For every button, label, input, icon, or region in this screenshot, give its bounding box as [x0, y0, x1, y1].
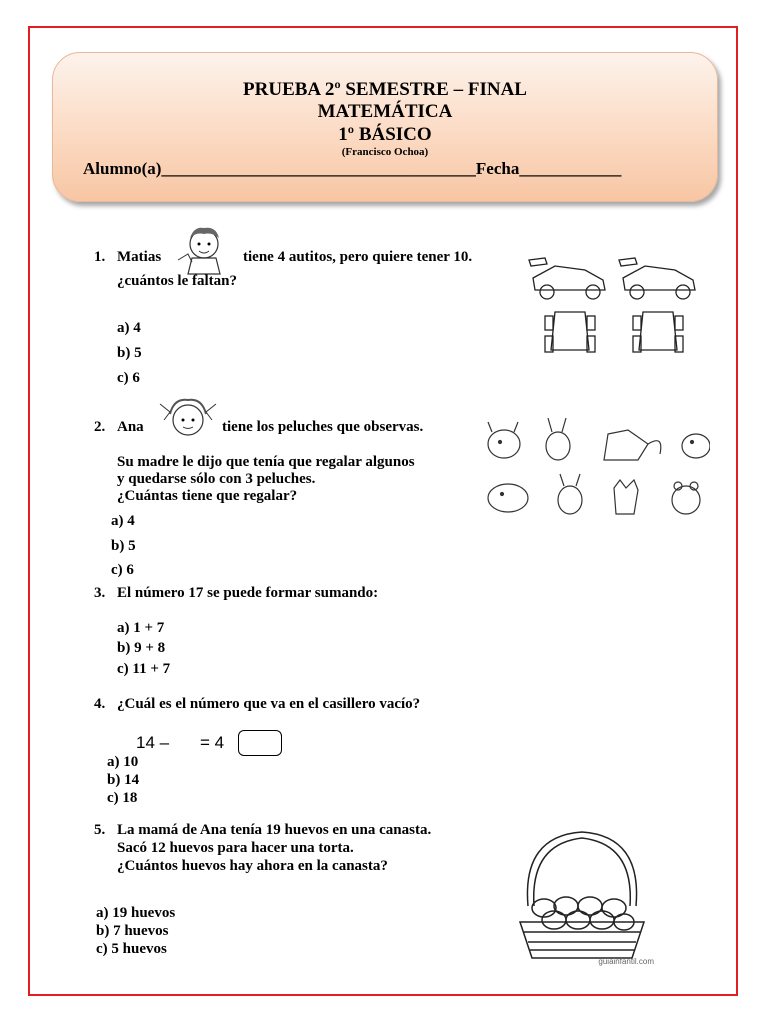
q1-option-b: b) 5	[117, 345, 142, 361]
q5-option-a: a) 19 huevos	[96, 905, 176, 921]
boy-illustration	[174, 224, 232, 276]
q3-number: 3.	[94, 585, 106, 601]
q5-question: ¿Cuántos huevos hay ahora en la canasta?	[117, 858, 388, 874]
q5-line1: La mamá de Ana tenía 19 huevos en una canasta.	[117, 822, 432, 838]
q4-text: ¿Cuál es el número que va en el casillero vacío?	[117, 696, 421, 712]
q4-option-a: a) 10	[107, 754, 139, 770]
q2-text-b: tiene los peluches que observas.	[222, 419, 424, 435]
q4-number: 4.	[94, 696, 106, 712]
q1-text-a: Matias	[117, 249, 162, 265]
q5-option-b: b) 7 huevos	[96, 923, 169, 939]
egg-basket-illustration	[506, 826, 658, 966]
test-header	[52, 52, 718, 202]
toy-cars-illustration	[525, 250, 710, 360]
equation-right: = 4	[200, 733, 225, 752]
q2-text-a: Ana	[117, 419, 144, 435]
author-label: (Francisco Ochoa)	[341, 146, 429, 158]
q4-option-b: b) 14	[107, 772, 140, 788]
q4-option-c: c) 18	[107, 790, 138, 806]
q5-option-c: c) 5 huevos	[96, 941, 167, 957]
q2-line3: y quedarse sólo con 3 peluches.	[117, 471, 316, 487]
subject-title: MATEMÁTICA	[317, 101, 453, 122]
q1-text-b: tiene 4 autitos, pero quiere tener 10.	[243, 249, 473, 265]
q3-text: El número 17 se puede formar sumando:	[117, 585, 379, 601]
q2-number: 2.	[94, 419, 106, 435]
stuffed-animals-illustration	[478, 414, 710, 524]
grade-title: 1º BÁSICO	[338, 124, 432, 145]
q3-option-a: a) 1 + 7	[117, 620, 165, 636]
q3-option-c: c) 11 + 7	[117, 661, 171, 677]
equation-left: 14 –	[136, 733, 170, 752]
q2-option-a: a) 4	[111, 513, 135, 529]
empty-answer-box	[238, 730, 282, 756]
q2-option-b: b) 5	[111, 538, 136, 554]
q1-number: 1.	[94, 249, 106, 265]
test-title: PRUEBA 2º SEMESTRE – FINAL	[243, 79, 527, 100]
girl-illustration	[156, 394, 220, 446]
watermark-text: guiainfantil.com	[598, 957, 654, 966]
q1-question: ¿cuántos le faltan?	[117, 273, 237, 289]
q2-question: ¿Cuántas tiene que regalar?	[117, 488, 298, 504]
student-date-line: Alumno(a)_____________________________________Fecha____________	[83, 159, 622, 178]
q5-number: 5.	[94, 822, 106, 838]
q2-option-c: c) 6	[111, 562, 134, 578]
q1-option-a: a) 4	[117, 320, 141, 336]
q5-line2: Sacó 12 huevos para hacer una torta.	[117, 840, 354, 856]
q2-line2: Su madre le dijo que tenía que regalar algunos	[117, 454, 415, 470]
q3-option-b: b) 9 + 8	[117, 640, 166, 656]
q1-option-c: c) 6	[117, 370, 140, 386]
